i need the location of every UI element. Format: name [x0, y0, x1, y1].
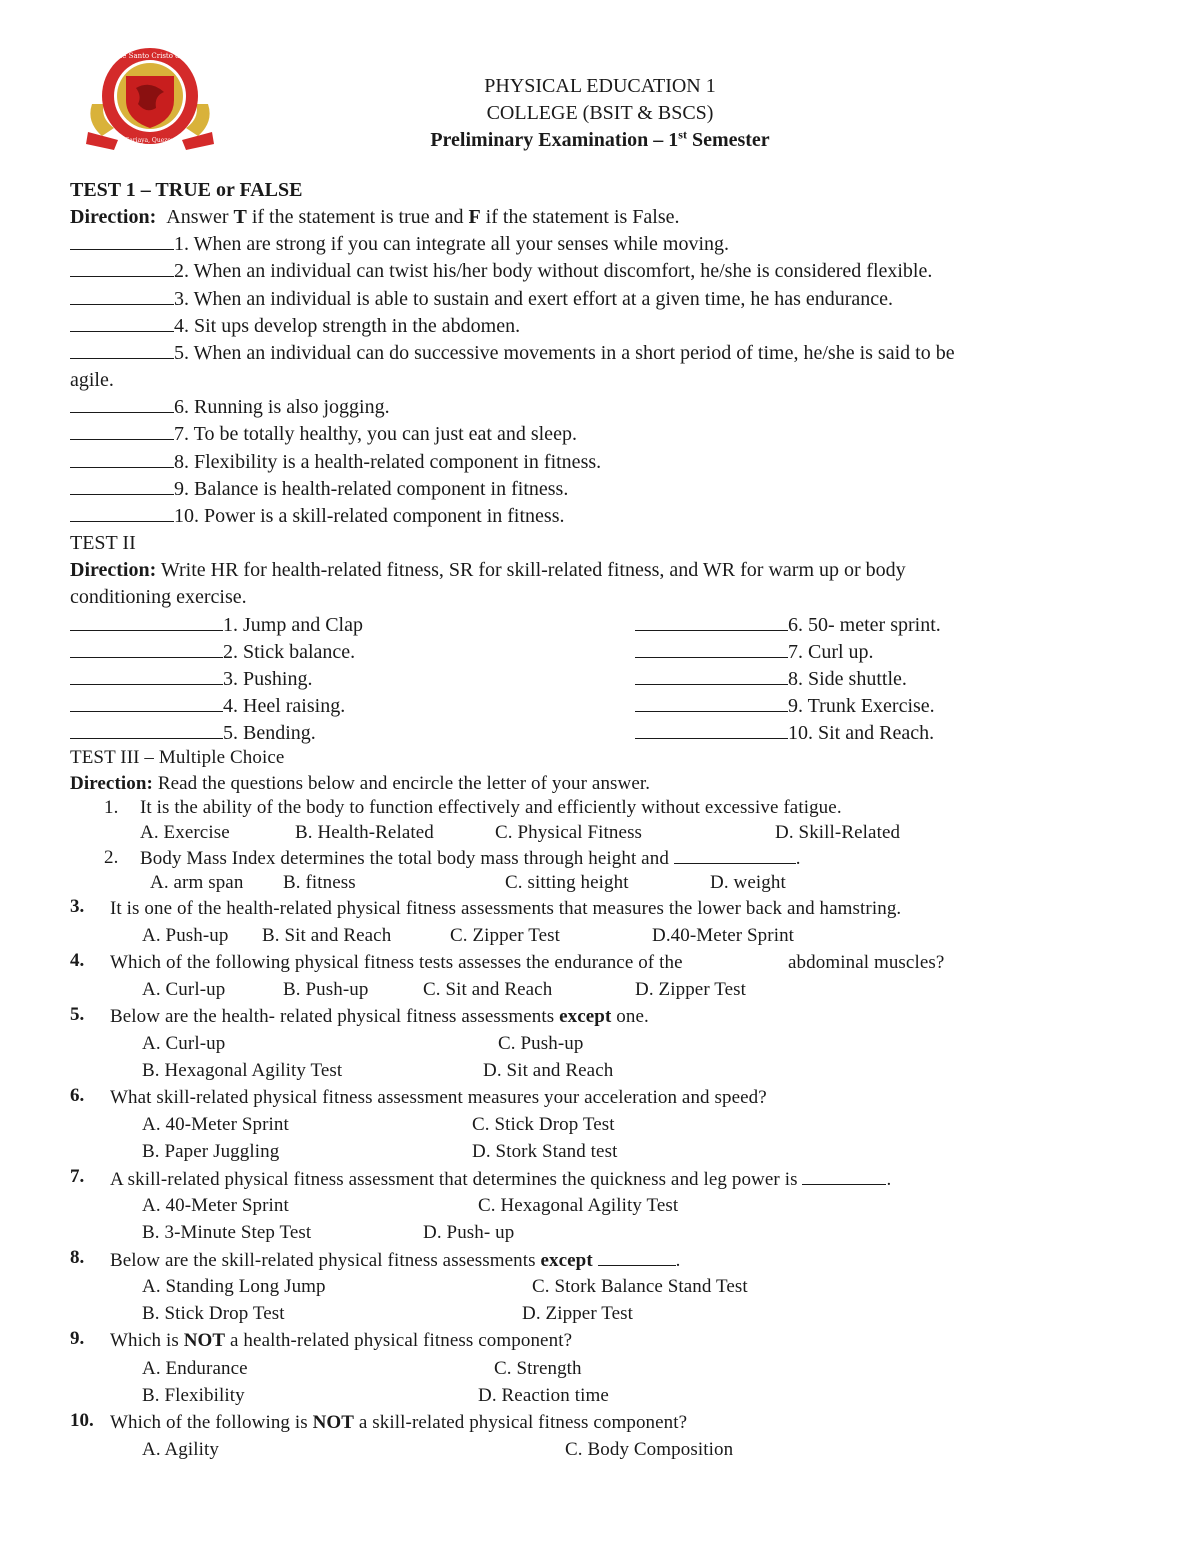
- q1-option-d[interactable]: D. Skill-Related: [775, 822, 901, 843]
- question-5-number: 5.: [70, 1004, 85, 1025]
- q3-option-d[interactable]: D.40-Meter Sprint: [652, 925, 795, 946]
- tf-item-3[interactable]: 3. When an individual is able to sustain and exert effort at a given time, he has endurance.: [70, 286, 893, 313]
- question-1-number: 1.: [104, 797, 119, 818]
- question-3-number: 3.: [70, 896, 85, 917]
- answer-blank[interactable]: [70, 720, 223, 739]
- q8-option-d[interactable]: D. Zipper Test: [522, 1303, 634, 1324]
- q3-option-a[interactable]: A. Push-up: [142, 925, 229, 946]
- q7-option-c[interactable]: C. Hexagonal Agility Test: [478, 1195, 679, 1216]
- test2-direction-continued: conditioning exercise.: [70, 586, 247, 608]
- answer-blank[interactable]: [70, 612, 223, 631]
- test3-direction: Direction: Read the questions below and encircle the letter of your answer.: [70, 773, 651, 794]
- hr-item-8[interactable]: 8. Side shuttle.: [635, 666, 907, 693]
- tf-item-9[interactable]: 9. Balance is health-related component in fitness.: [70, 476, 568, 503]
- logo-text-top: Colegio de Santo Cristo de Burgos: [88, 52, 212, 60]
- answer-blank[interactable]: [70, 231, 174, 250]
- q5-option-c[interactable]: C. Push-up: [498, 1033, 584, 1054]
- q4-option-b[interactable]: B. Push-up: [283, 979, 369, 1000]
- q6-option-b[interactable]: B. Paper Juggling: [142, 1141, 280, 1162]
- answer-blank[interactable]: [70, 421, 174, 440]
- q2-option-c[interactable]: C. sitting height: [505, 872, 629, 893]
- q3-option-b[interactable]: B. Sit and Reach: [262, 925, 392, 946]
- question-6-text: What skill-related physical fitness assessment measures your acceleration and speed?: [110, 1087, 767, 1108]
- hr-item-3[interactable]: 3. Pushing.: [70, 666, 312, 693]
- svg-text:Colegio de Santo Cristo de Bur: [89, 52, 212, 60]
- question-5-text: Below are the health- related physical fitness assessments except one.: [110, 1006, 649, 1027]
- hr-item-9[interactable]: 9. Trunk Exercise.: [635, 693, 935, 720]
- test1-title: TEST 1 – TRUE or FALSE: [70, 179, 303, 201]
- q9-option-a[interactable]: A. Endurance: [142, 1358, 248, 1379]
- answer-blank[interactable]: [70, 394, 174, 413]
- q9-option-b[interactable]: B. Flexibility: [142, 1385, 245, 1406]
- answer-blank[interactable]: [635, 720, 788, 739]
- q6-option-c[interactable]: C. Stick Drop Test: [472, 1114, 615, 1135]
- hr-item-2[interactable]: 2. Stick balance.: [70, 639, 355, 666]
- hr-item-4[interactable]: 4. Heel raising.: [70, 693, 345, 720]
- answer-blank[interactable]: [70, 693, 223, 712]
- q5-option-b[interactable]: B. Hexagonal Agility Test: [142, 1060, 343, 1081]
- test1-direction: Direction: Answer T if the statement is true and F if the statement is False.: [70, 206, 680, 228]
- q7-option-b[interactable]: B. 3-Minute Step Test: [142, 1222, 312, 1243]
- question-1-text: It is the ability of the body to function effectively and efficiently without excessive fatigue.: [140, 797, 842, 818]
- q5-option-a[interactable]: A. Curl-up: [142, 1033, 226, 1054]
- exam-title: Preliminary Examination – 1st Semester: [430, 127, 770, 151]
- q1-option-b[interactable]: B. Health-Related: [295, 822, 434, 843]
- q8-option-b[interactable]: B. Stick Drop Test: [142, 1303, 285, 1324]
- q6-option-a[interactable]: A. 40-Meter Sprint: [142, 1114, 289, 1135]
- test2-title: TEST II: [70, 532, 136, 554]
- q4-option-d[interactable]: D. Zipper Test: [635, 979, 747, 1000]
- question-4-number: 4.: [70, 950, 85, 971]
- q2-option-b[interactable]: B. fitness: [283, 872, 356, 893]
- q7-option-d[interactable]: D. Push- up: [423, 1222, 515, 1243]
- q3-option-c[interactable]: C. Zipper Test: [450, 925, 561, 946]
- q9-option-d[interactable]: D. Reaction time: [478, 1385, 609, 1406]
- q10-option-a[interactable]: A. Agility: [142, 1439, 220, 1460]
- answer-blank[interactable]: [70, 313, 174, 332]
- tf-item-1[interactable]: 1. When are strong if you can integrate all your senses while moving.: [70, 231, 729, 258]
- q7-option-a[interactable]: A. 40-Meter Sprint: [142, 1195, 289, 1216]
- question-9-number: 9.: [70, 1328, 85, 1349]
- answer-blank[interactable]: [70, 639, 223, 658]
- logo-text-bottom: Sariaya, Quezon: [125, 137, 175, 144]
- tf-item-4[interactable]: 4. Sit ups develop strength in the abdomen.: [70, 313, 520, 340]
- hr-item-1[interactable]: 1. Jump and Clap: [70, 612, 363, 639]
- question-4-text-end: abdominal muscles?: [788, 952, 945, 973]
- question-9-text: Which is NOT a health-related physical fitness component?: [110, 1330, 573, 1351]
- answer-blank[interactable]: [70, 258, 174, 277]
- answer-blank[interactable]: [635, 612, 788, 631]
- question-10-text: Which of the following is NOT a skill-related physical fitness component?: [110, 1412, 688, 1433]
- answer-blank: [598, 1247, 676, 1266]
- test3-title: TEST III – Multiple Choice: [70, 747, 285, 768]
- answer-blank[interactable]: [70, 340, 174, 359]
- hr-item-6[interactable]: 6. 50- meter sprint.: [635, 612, 941, 639]
- q1-option-c[interactable]: C. Physical Fitness: [495, 822, 643, 843]
- question-3-text: It is one of the health-related physical fitness assessments that measures the lower back and hamstring.: [110, 898, 902, 919]
- q9-option-c[interactable]: C. Strength: [494, 1358, 582, 1379]
- test2-direction: Direction: Write HR for health-related fitness, SR for skill-related fitness, and WR for warm up or body: [70, 559, 906, 581]
- course-title: PHYSICAL EDUCATION 1: [484, 75, 716, 97]
- q8-option-a[interactable]: A. Standing Long Jump: [142, 1276, 326, 1297]
- answer-blank[interactable]: [70, 476, 174, 495]
- hr-item-7[interactable]: 7. Curl up.: [635, 639, 874, 666]
- q4-option-a[interactable]: A. Curl-up: [142, 979, 226, 1000]
- tf-item-10[interactable]: 10. Power is a skill-related component in fitness.: [70, 503, 564, 530]
- q8-option-c[interactable]: C. Stork Balance Stand Test: [532, 1276, 748, 1297]
- answer-blank[interactable]: [70, 286, 174, 305]
- question-8-number: 8.: [70, 1247, 85, 1268]
- tf-item-6[interactable]: 6. Running is also jogging.: [70, 394, 390, 421]
- answer-blank[interactable]: [635, 693, 788, 712]
- question-7-text: A skill-related physical fitness assessment that determines the quickness and leg power is .: [110, 1166, 891, 1193]
- q5-option-d[interactable]: D. Sit and Reach: [483, 1060, 614, 1081]
- answer-blank: [802, 1166, 886, 1185]
- answer-blank[interactable]: [635, 639, 788, 658]
- answer-blank[interactable]: [635, 666, 788, 685]
- question-8-text: Below are the skill-related physical fitness assessments except .: [110, 1247, 680, 1274]
- question-10-number: 10.: [70, 1410, 94, 1431]
- answer-blank[interactable]: [70, 449, 174, 468]
- question-6-number: 6.: [70, 1085, 85, 1106]
- tf-item-8[interactable]: 8. Flexibility is a health-related component in fitness.: [70, 449, 601, 476]
- question-7-number: 7.: [70, 1166, 85, 1187]
- question-2-number: 2.: [104, 847, 119, 868]
- q4-option-c[interactable]: C. Sit and Reach: [423, 979, 553, 1000]
- hr-item-5[interactable]: 5. Bending.: [70, 720, 316, 747]
- program-title: COLLEGE (BSIT & BSCS): [486, 102, 714, 124]
- tf-item-5[interactable]: 5. When an individual can do successive movements in a short period of time, he/she is said to be: [70, 340, 955, 367]
- q2-option-a[interactable]: A. arm span: [150, 872, 244, 893]
- tf-item-5-continued: agile.: [70, 369, 114, 391]
- tf-item-7[interactable]: 7. To be totally healthy, you can just eat and sleep.: [70, 421, 577, 448]
- question-2-text: Body Mass Index determines the total body mass through height and .: [140, 845, 801, 872]
- question-4-text: Which of the following physical fitness tests assesses the endurance of the: [110, 952, 683, 973]
- hr-item-10[interactable]: 10. Sit and Reach.: [635, 720, 934, 747]
- q1-option-a[interactable]: A. Exercise: [140, 822, 230, 843]
- answer-blank[interactable]: [70, 666, 223, 685]
- q6-option-d[interactable]: D. Stork Stand test: [472, 1141, 618, 1162]
- q2-option-d[interactable]: D. weight: [710, 872, 786, 893]
- q10-option-c[interactable]: C. Body Composition: [565, 1439, 734, 1460]
- tf-item-2[interactable]: 2. When an individual can twist his/her body without discomfort, he/she is considered flexible.: [70, 258, 932, 285]
- answer-blank: [674, 845, 796, 864]
- answer-blank[interactable]: [70, 503, 174, 522]
